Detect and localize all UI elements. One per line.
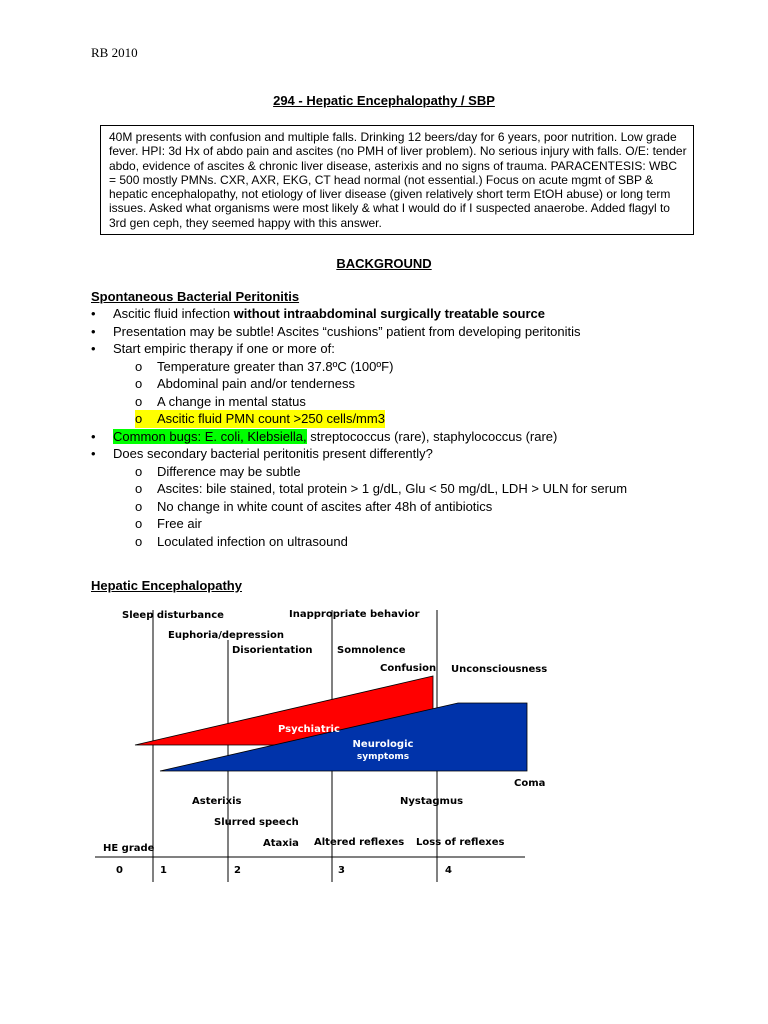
list-item: • Presentation may be subtle! Ascites “cushions” patient from developing peritonitis: [91, 323, 581, 339]
list-item: • Start empiric therapy if one or more of: o Temperature greater than 37.8ºC (100ºF) o Abdominal pain and/or tenderness o A change in mental status o Ascitic fluid PMN count >250 cells/mm3: [91, 340, 627, 428]
background-heading: BACKGROUND: [336, 256, 432, 271]
he-diagram: [95, 600, 548, 890]
coma-label: Coma: [514, 778, 546, 789]
sub-list-item: o Temperature greater than 37.8ºC (100ºF): [135, 358, 394, 374]
list-item: • Does secondary bacterial peritonitis present differently? o Difference may be subtle o Ascites: bile stained, total protein > 1 g/dL, Glu < 50 mg/dL, LDH > ULN for serum o No change in white count of ascites after 48h of antibiotics o Free air o Loculated infection on ultrasound: [91, 446, 628, 549]
sub-list-item: o Abdominal pain and/or tenderness: [135, 376, 356, 391]
page-title: 294 - Hepatic Encephalopathy / SBP: [273, 93, 495, 108]
header-code: RB 2010: [91, 45, 138, 60]
top-label: Unconsciousness: [451, 664, 548, 675]
sbp-bullet-list: [91, 305, 627, 550]
bottom-label: Ataxia: [263, 838, 299, 849]
top-label: Sleep disturbance: [122, 610, 224, 621]
top-label: Confusion: [380, 663, 437, 674]
sub-list-item: o A change in mental status: [135, 393, 306, 409]
sbp-heading: Spontaneous Bacterial Peritonitis: [91, 289, 300, 304]
grade-axis-label: HE grade: [103, 843, 155, 854]
bottom-label: Altered reflexes: [314, 837, 405, 848]
sub-list-item: o Free air: [135, 516, 202, 531]
grade-tick: 0: [116, 865, 123, 876]
sub-list-item: o Difference may be subtle: [135, 463, 301, 479]
psychiatric-label: Psychiatric: [278, 724, 340, 735]
bottom-label: Nystagmus: [400, 796, 464, 807]
neurologic-label: Neurologic: [352, 739, 414, 750]
case-box: 40M presents with confusion and multiple falls. Drinking 12 beers/day for 6 years, poor nutrition. Low grade fever. HPI: 3d Hx of abdo pain and ascites (no PMH of liver problem). No serious injury with falls. O/E: tender abdo, evidence of ascites & chronic liver disease, asterixis and no signs of trauma. PARACENTESIS: WBC = 500 mostly PMNs. CXR, AXR, EKG, CT head normal (not essential.) Focus on acute mgmt of SBP & hepatic encephalopathy, not etiology of liver disease (given relatively short term EtOH abuse) or long term issues. Asked what organisms were most likely & what I would do if I suspected anaerobe. Added flagyl to 3rd gen ceph, they seemed happy with this answer.: [100, 125, 694, 235]
bottom-label: Asterixis: [192, 796, 242, 807]
top-label: Somnolence: [337, 645, 406, 656]
sub-list-item: o No change in white count of ascites after 48h of antibiotics: [135, 498, 493, 514]
grade-tick: 4: [445, 865, 452, 876]
he-heading: Hepatic Encephalopathy: [91, 578, 242, 593]
sub-list-item: o Ascites: bile stained, total protein > 1 g/dL, Glu < 50 mg/dL, LDH > ULN for serum: [135, 481, 628, 496]
bottom-label: Slurred speech: [214, 817, 299, 828]
grade-tick: 2: [234, 865, 241, 876]
list-item: • Ascitic fluid infection without intraabdominal surgically treatable source: [91, 306, 546, 321]
bottom-label: Loss of reflexes: [416, 837, 505, 848]
top-label: Euphoria/depression: [168, 630, 284, 641]
neurologic-label-2: symptoms: [356, 752, 410, 762]
top-label: Inappropriate behavior: [289, 609, 420, 620]
sub-list-item: o Loculated infection on ultrasound: [135, 533, 348, 549]
list-item: • Common bugs: E. coli, Klebsiella, streptococcus (rare), staphylococcus (rare): [91, 428, 558, 444]
grade-tick: 3: [338, 865, 345, 876]
sub-list-item-highlighted: o Ascitic fluid PMN count >250 cells/mm3: [135, 411, 385, 426]
grade-tick: 1: [160, 865, 167, 876]
top-label: Disorientation: [232, 645, 313, 656]
